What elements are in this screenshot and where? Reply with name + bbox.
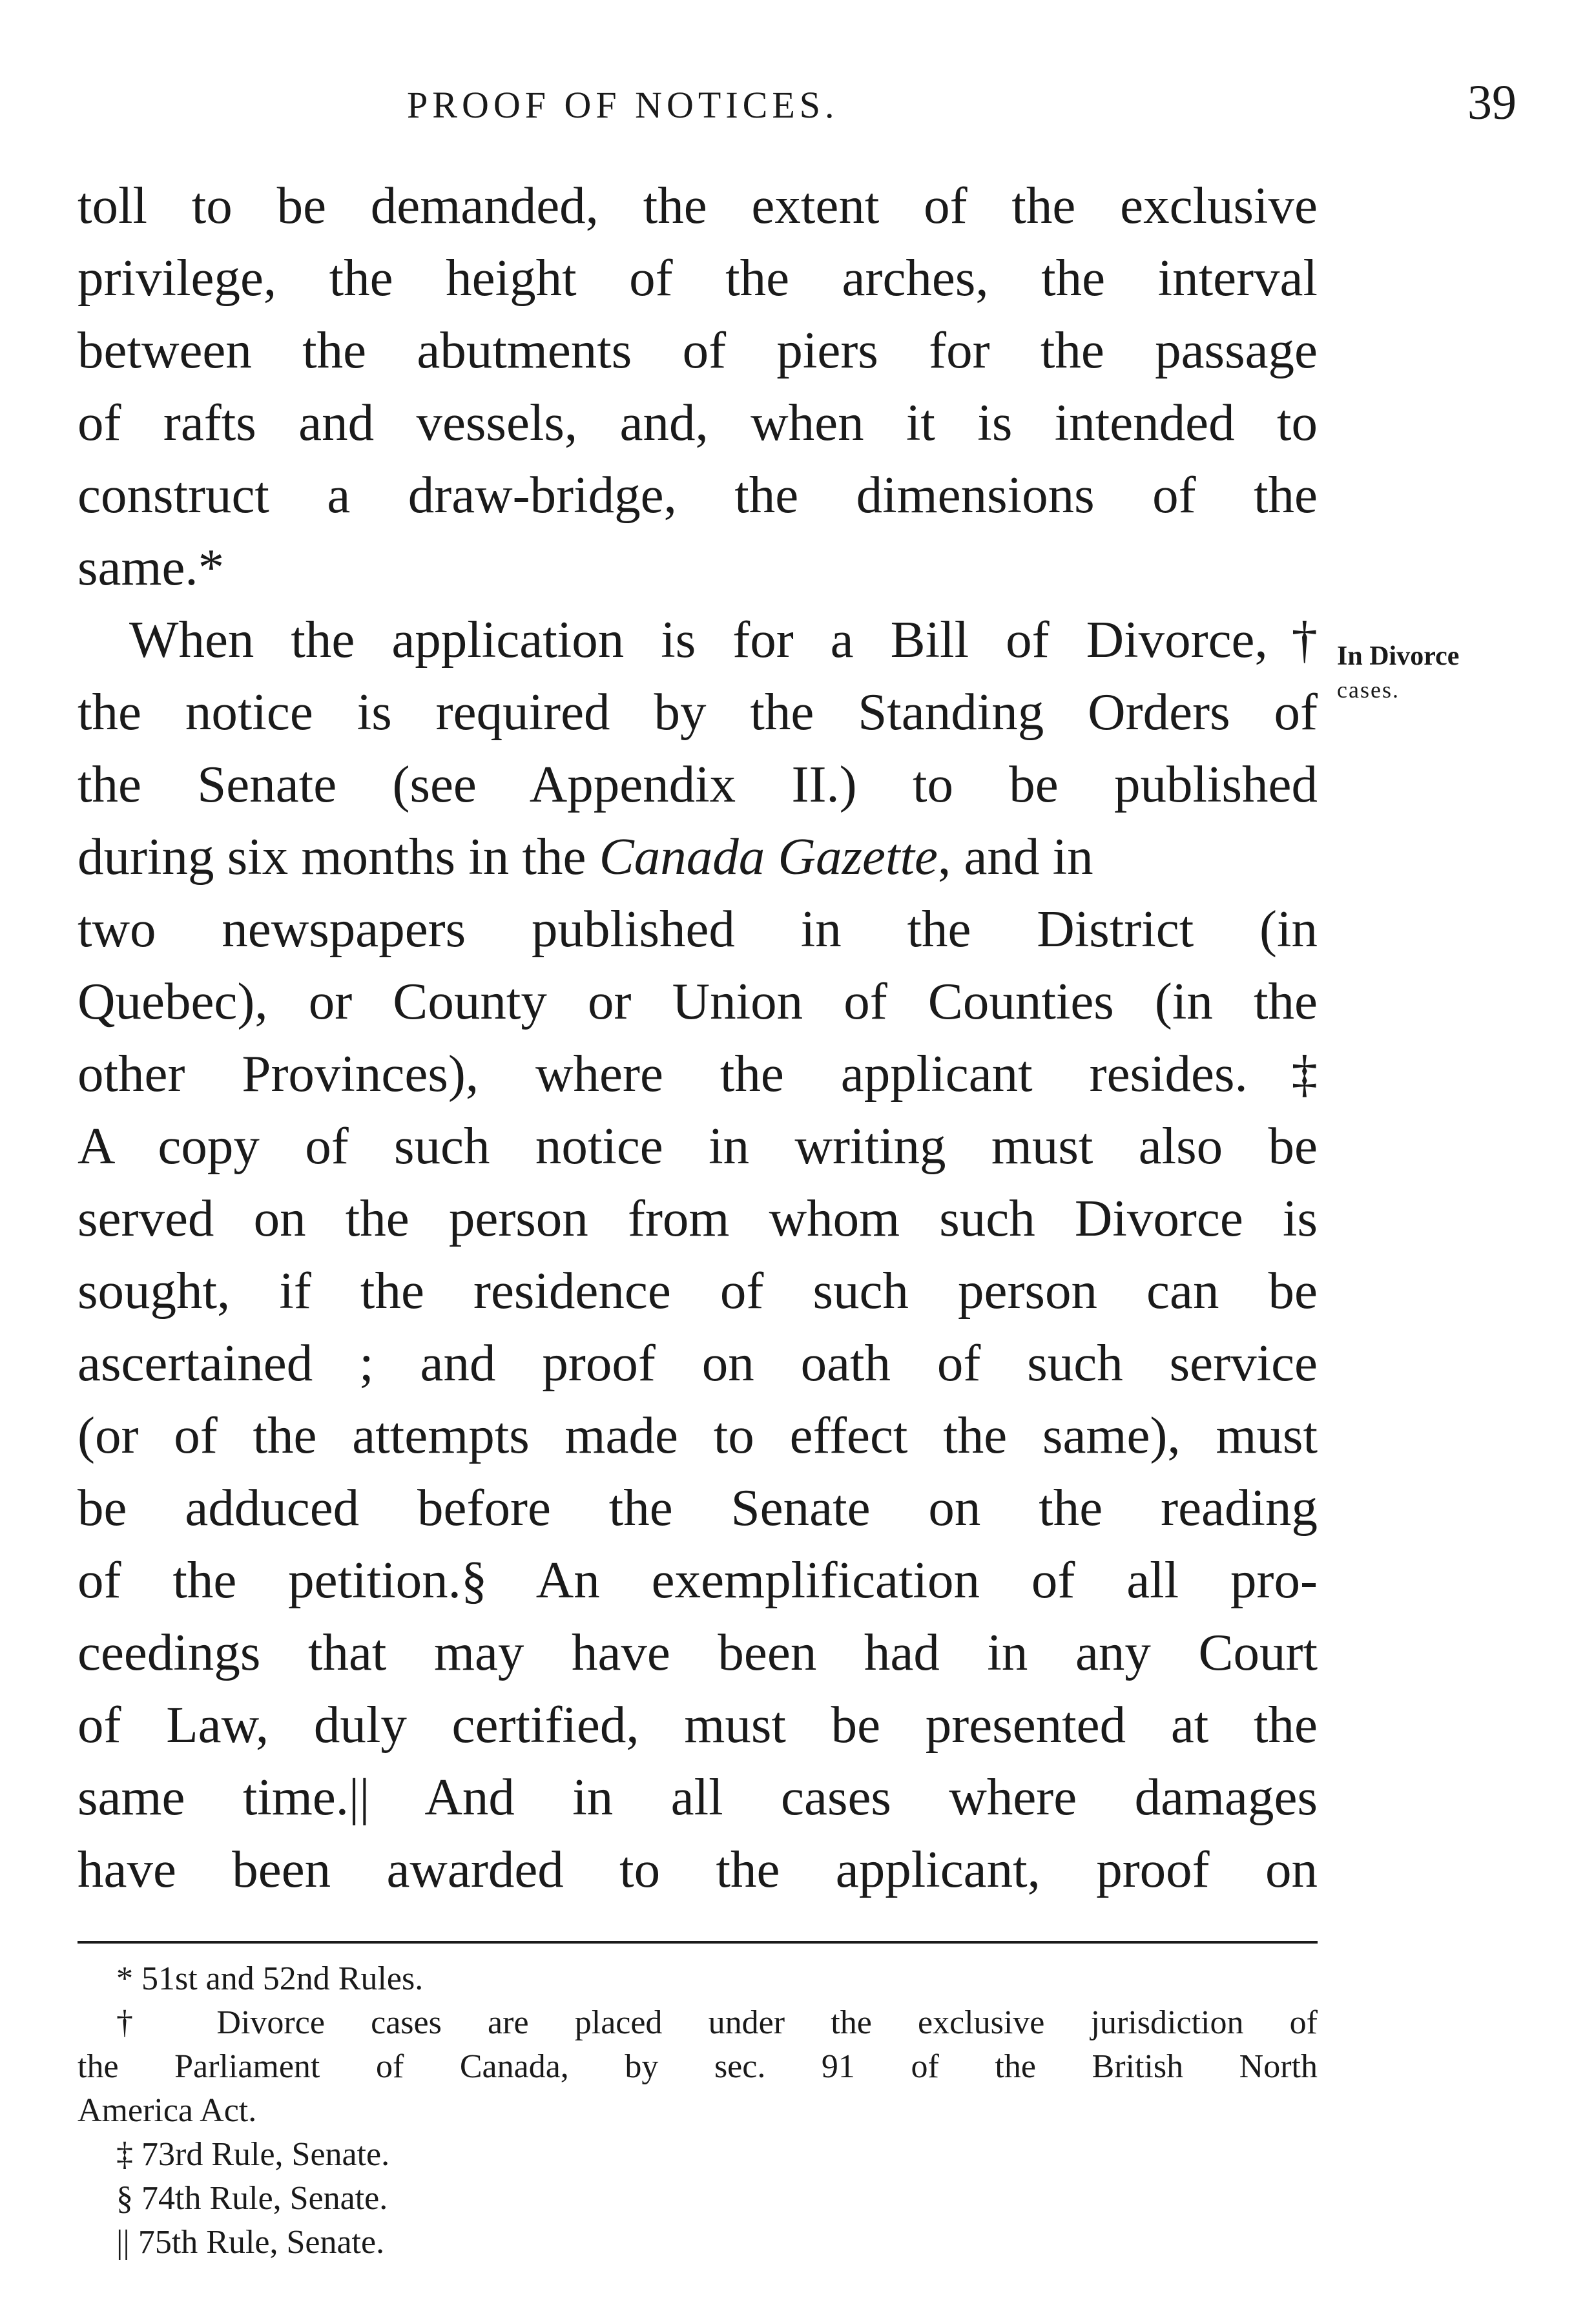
- footnotes: [78, 1957, 1318, 2265]
- text-line: privilege, the height of the arches, the interval: [78, 249, 1318, 307]
- text-line: When the application is for a Bill of Divorce,†: [129, 610, 1318, 669]
- text-line: same time.|| And in all cases where damages: [78, 1768, 1318, 1826]
- text-line: construct a draw-bridge, the dimensions of the: [78, 466, 1318, 524]
- footnote: the Parliament of Canada, by sec. 91 of the British North: [78, 2048, 1318, 2085]
- text-line: Quebec), or County or Union of Counties (in the: [78, 972, 1318, 1030]
- footnote: † Divorce cases are placed under the exclusive jurisdiction of: [116, 2004, 1318, 2041]
- footnote: § 74th Rule, Senate.: [116, 2180, 388, 2217]
- text-line: other Provinces), where the applicant resides.‡: [78, 1044, 1318, 1103]
- text-line: served on the person from whom such Divorce is: [78, 1189, 1318, 1247]
- footnote: * 51st and 52nd Rules.: [116, 1960, 424, 1997]
- text-segment: , and in: [937, 827, 1093, 886]
- italic-title-canada-gazette: Canada Gazette: [599, 827, 938, 886]
- text-line: of rafts and vessels, and, when it is intended to: [78, 393, 1318, 451]
- text-line: ascertained ; and proof on oath of such service: [78, 1334, 1318, 1392]
- text-line: of Law, duly certified, must be presented at the: [78, 1696, 1318, 1754]
- page-number: 39: [1467, 76, 1517, 130]
- text-line: two newspapers published in the District (in: [78, 900, 1318, 958]
- text-line: of the petition.§ An exemplification of all pro-: [78, 1551, 1318, 1609]
- text-segment: during six months in the: [78, 827, 599, 886]
- text-line: sought, if the residence of such person can be: [78, 1261, 1318, 1320]
- text-line: between the abutments of piers for the passage: [78, 321, 1318, 379]
- margin-note-line: In Divorce: [1337, 641, 1460, 671]
- text-line: the notice is required by the Standing Orders of: [78, 683, 1318, 741]
- text-line: be adduced before the Senate on the reading: [78, 1478, 1318, 1537]
- text-line: (or of the attempts made to effect the same), must: [78, 1406, 1318, 1464]
- text-line: ceedings that may have been had in any Court: [78, 1623, 1318, 1681]
- text-line: have been awarded to the applicant, proof on: [78, 1840, 1318, 1898]
- text-line: same.*: [78, 538, 225, 596]
- running-title: PROOF OF NOTICES.: [407, 84, 839, 126]
- text-line: the Senate (see Appendix II.) to be published: [78, 755, 1318, 813]
- text-line-with-italic: [78, 820, 1318, 893]
- text-line: A copy of such notice in writing must also be: [78, 1117, 1318, 1175]
- footnote: America Act.: [78, 2092, 257, 2129]
- footnote-rule: [78, 1941, 1318, 1944]
- footnote: || 75th Rule, Senate.: [116, 2224, 385, 2261]
- margin-note: [1337, 639, 1550, 707]
- footnote: ‡ 73rd Rule, Senate.: [116, 2136, 390, 2173]
- margin-note-line: cases.: [1337, 677, 1400, 703]
- body-text: [78, 169, 1318, 1905]
- running-head: [0, 76, 1574, 134]
- text-line: toll to be demanded, the extent of the exclusive: [78, 176, 1318, 234]
